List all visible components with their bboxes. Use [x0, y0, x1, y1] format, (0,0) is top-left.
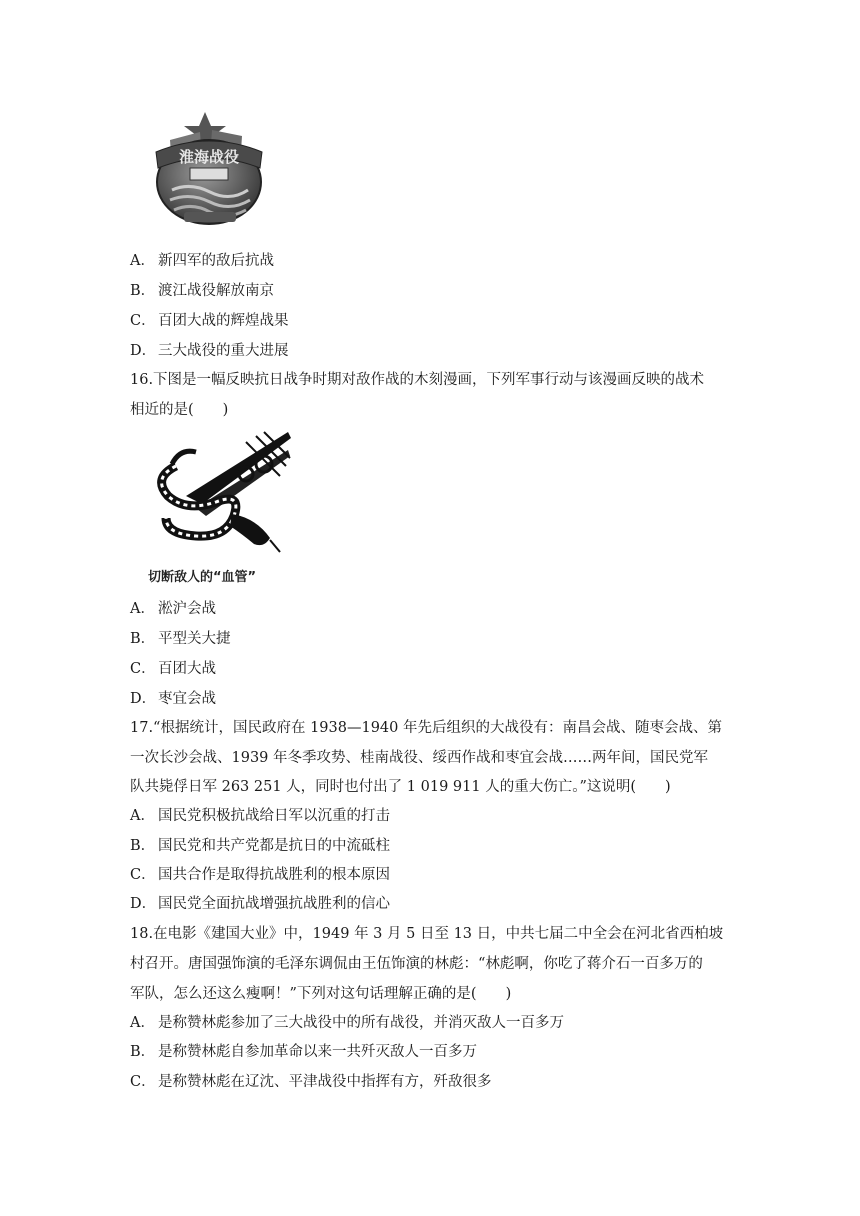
q16-option-b[interactable]: [130, 629, 750, 649]
q16-stem-line2: 相近的是( ): [130, 402, 229, 418]
option-text: 淞沪会战: [158, 601, 216, 617]
option-text: 百团大战的辉煌战果: [158, 313, 289, 329]
option-text: 国共合作是取得抗战胜利的根本原因: [158, 867, 390, 883]
option-letter: B．: [130, 838, 156, 854]
option-letter: A．: [130, 1015, 155, 1031]
option-text: 百团大战: [158, 661, 216, 677]
q15-option-c[interactable]: [130, 311, 750, 331]
option-letter: C．: [130, 1074, 156, 1090]
q16-option-c[interactable]: [130, 659, 750, 679]
option-text: 国民党全面抗战增强抗战胜利的信心: [158, 896, 390, 912]
q15-option-b[interactable]: [130, 281, 750, 301]
q18-stem-line2: 村召开。唐国强饰演的毛泽东调侃由王伍饰演的林彪：“林彪啊，你吃了蒋介石一百多万的: [130, 956, 703, 972]
option-text: 是称赞林彪参加了三大战役中的所有战役，并消灭敌人一百多万: [158, 1015, 564, 1031]
option-text: 渡江战役解放南京: [158, 283, 274, 299]
q15-option-a[interactable]: [130, 251, 750, 271]
option-text: 新四军的敌后抗战: [158, 253, 274, 269]
q18-option-b[interactable]: [130, 1042, 750, 1062]
q18-stem-line3: 军队，怎么还这么瘦啊！”下列对这句话理解正确的是( ): [130, 986, 512, 1002]
option-letter: C．: [130, 867, 156, 883]
option-letter: D．: [130, 343, 157, 359]
option-text: 平型关大捷: [158, 631, 231, 647]
option-letter: C．: [130, 661, 156, 677]
option-letter: D．: [130, 896, 157, 912]
woodcut-cartoon-image: [146, 426, 292, 562]
q18-option-a[interactable]: [130, 1013, 750, 1033]
q16-option-d[interactable]: [130, 689, 750, 709]
option-letter: D．: [130, 691, 157, 707]
option-text: 是称赞林彪自参加革命以来一共歼灭敌人一百多万: [158, 1044, 477, 1060]
option-letter: A．: [130, 601, 155, 617]
cartoon-caption: 切断敌人的“血管”: [148, 570, 257, 585]
option-text: 国民党和共产党都是抗日的中流砥柱: [158, 838, 390, 854]
q18-stem-line1: 18.在电影《建国大业》中，1949 年 3 月 5 日至 13 日，中共七届二中全会在河北省西柏坡: [130, 926, 724, 942]
option-letter: B．: [130, 631, 156, 647]
scissors-snake-icon: [146, 426, 292, 562]
option-letter: A．: [130, 253, 155, 269]
option-letter: C．: [130, 313, 156, 329]
q17-option-d[interactable]: [130, 894, 750, 914]
q17-option-a[interactable]: [130, 806, 750, 826]
option-letter: B．: [130, 1044, 156, 1060]
option-text: 是称赞林彪在辽沈、平津战役中指挥有方，歼敌很多: [158, 1074, 492, 1090]
q17-stem-line2: 一次长沙会战、1939 年冬季攻势、桂南战役、绥西作战和枣宜会战……两年间，国民党军: [130, 750, 709, 766]
q16-stem-line1: 16.下图是一幅反映抗日战争时期对敌作战的木刻漫画，下列军事行动与该漫画反映的战术: [130, 372, 705, 388]
huaihai-medal-image: [150, 112, 268, 230]
medal-icon: [150, 112, 268, 230]
q16-option-a[interactable]: [130, 599, 750, 619]
medal-inscription: 淮海战役: [178, 148, 240, 166]
q17-stem-line1: 17.“根据统计，国民政府在 1938—1940 年先后组织的大战役有：南昌会战、随枣会战、第: [130, 720, 722, 736]
option-text: 枣宜会战: [158, 691, 216, 707]
q18-option-c[interactable]: [130, 1072, 750, 1092]
q17-option-c[interactable]: [130, 865, 750, 885]
option-text: 国民党积极抗战给日军以沉重的打击: [158, 808, 390, 824]
option-letter: A．: [130, 808, 155, 824]
q15-option-d[interactable]: [130, 341, 750, 361]
q17-option-b[interactable]: [130, 836, 750, 856]
q17-stem-line3: 队共毙俘日军 263 251 人，同时也付出了 1 019 911 人的重大伤亡。”这说明( ): [130, 779, 671, 795]
option-text: 三大战役的重大进展: [158, 343, 289, 359]
option-letter: B．: [130, 283, 156, 299]
